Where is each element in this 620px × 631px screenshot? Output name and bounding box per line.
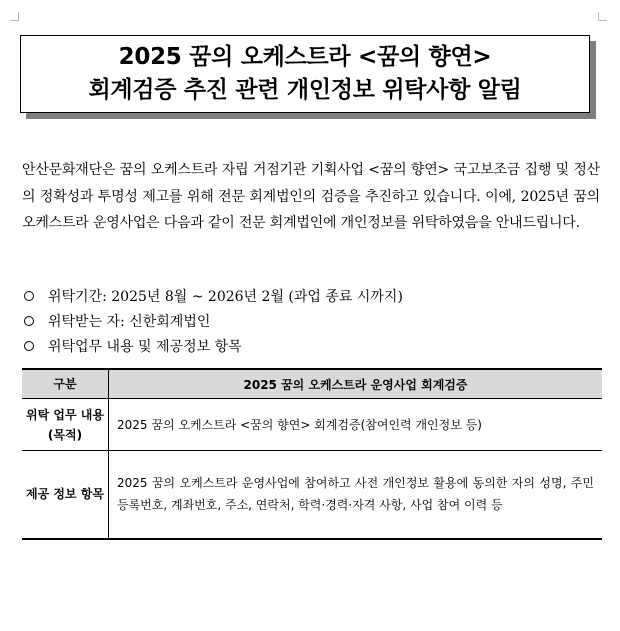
bullet-list <box>22 283 602 358</box>
table-header-row <box>22 369 602 399</box>
row-label: 위탁 업무 내용(목적) <box>22 399 109 451</box>
table-row <box>22 399 602 451</box>
row-label: 제공 정보 항목 <box>22 451 109 539</box>
bullet-text: 위탁업무 내용 및 제공정보 항목 <box>48 338 242 355</box>
intro-paragraph: 안산문화재단은 꿈의 오케스트라 자립 거점기관 기획사업 <꿈의 향연> 국고보조금 집행 및 정산의 정확성과 투명성 제고를 위해 전문 회계법인의 검증을 추진하고 있습니다. 이에, 2025년 꿈의 오케스트라 운영사업은 다음과 같이 전문 회계법인에 개인정보를 위탁하였음을 안내드립니다. <box>22 162 600 231</box>
title-box <box>20 35 590 113</box>
table-header-category: 구분 <box>22 369 109 399</box>
row-value: 2025 꿈의 오케스트라 <꿈의 향연> 회계검증(참여인력 개인정보 등) <box>109 399 603 451</box>
page-corner-mark-left <box>10 12 19 21</box>
circle-bullet-icon <box>24 291 34 301</box>
bullet-item <box>22 333 602 358</box>
bullet-item <box>22 308 602 333</box>
circle-bullet-icon <box>24 341 34 351</box>
bullet-text: 위탁받는 자: 신한회계법인 <box>48 313 211 330</box>
table-row <box>22 451 602 539</box>
title-line-1: 2025 꿈의 오케스트라 <꿈의 향연> <box>118 44 492 70</box>
circle-bullet-icon <box>24 316 34 326</box>
row-value: 2025 꿈의 오케스트라 운영사업에 참여하고 사전 개인정보 활용에 동의한 자의 성명, 주민등록번호, 계좌번호, 주소, 연락처, 학력·경력·자격 사항, 사업 참여 이력 등 <box>109 451 603 539</box>
table-header-title: 2025 꿈의 오케스트라 운영사업 회계검증 <box>109 369 603 399</box>
page-corner-mark-right <box>598 12 607 21</box>
bullet-text: 위탁기간: 2025년 8월 ~ 2026년 2월 (과업 종료 시까지) <box>48 288 403 305</box>
bullet-item <box>22 283 602 308</box>
title-line-2: 회계검증 추진 관련 개인정보 위탁사항 알림 <box>88 77 522 103</box>
consignment-table <box>22 368 602 540</box>
